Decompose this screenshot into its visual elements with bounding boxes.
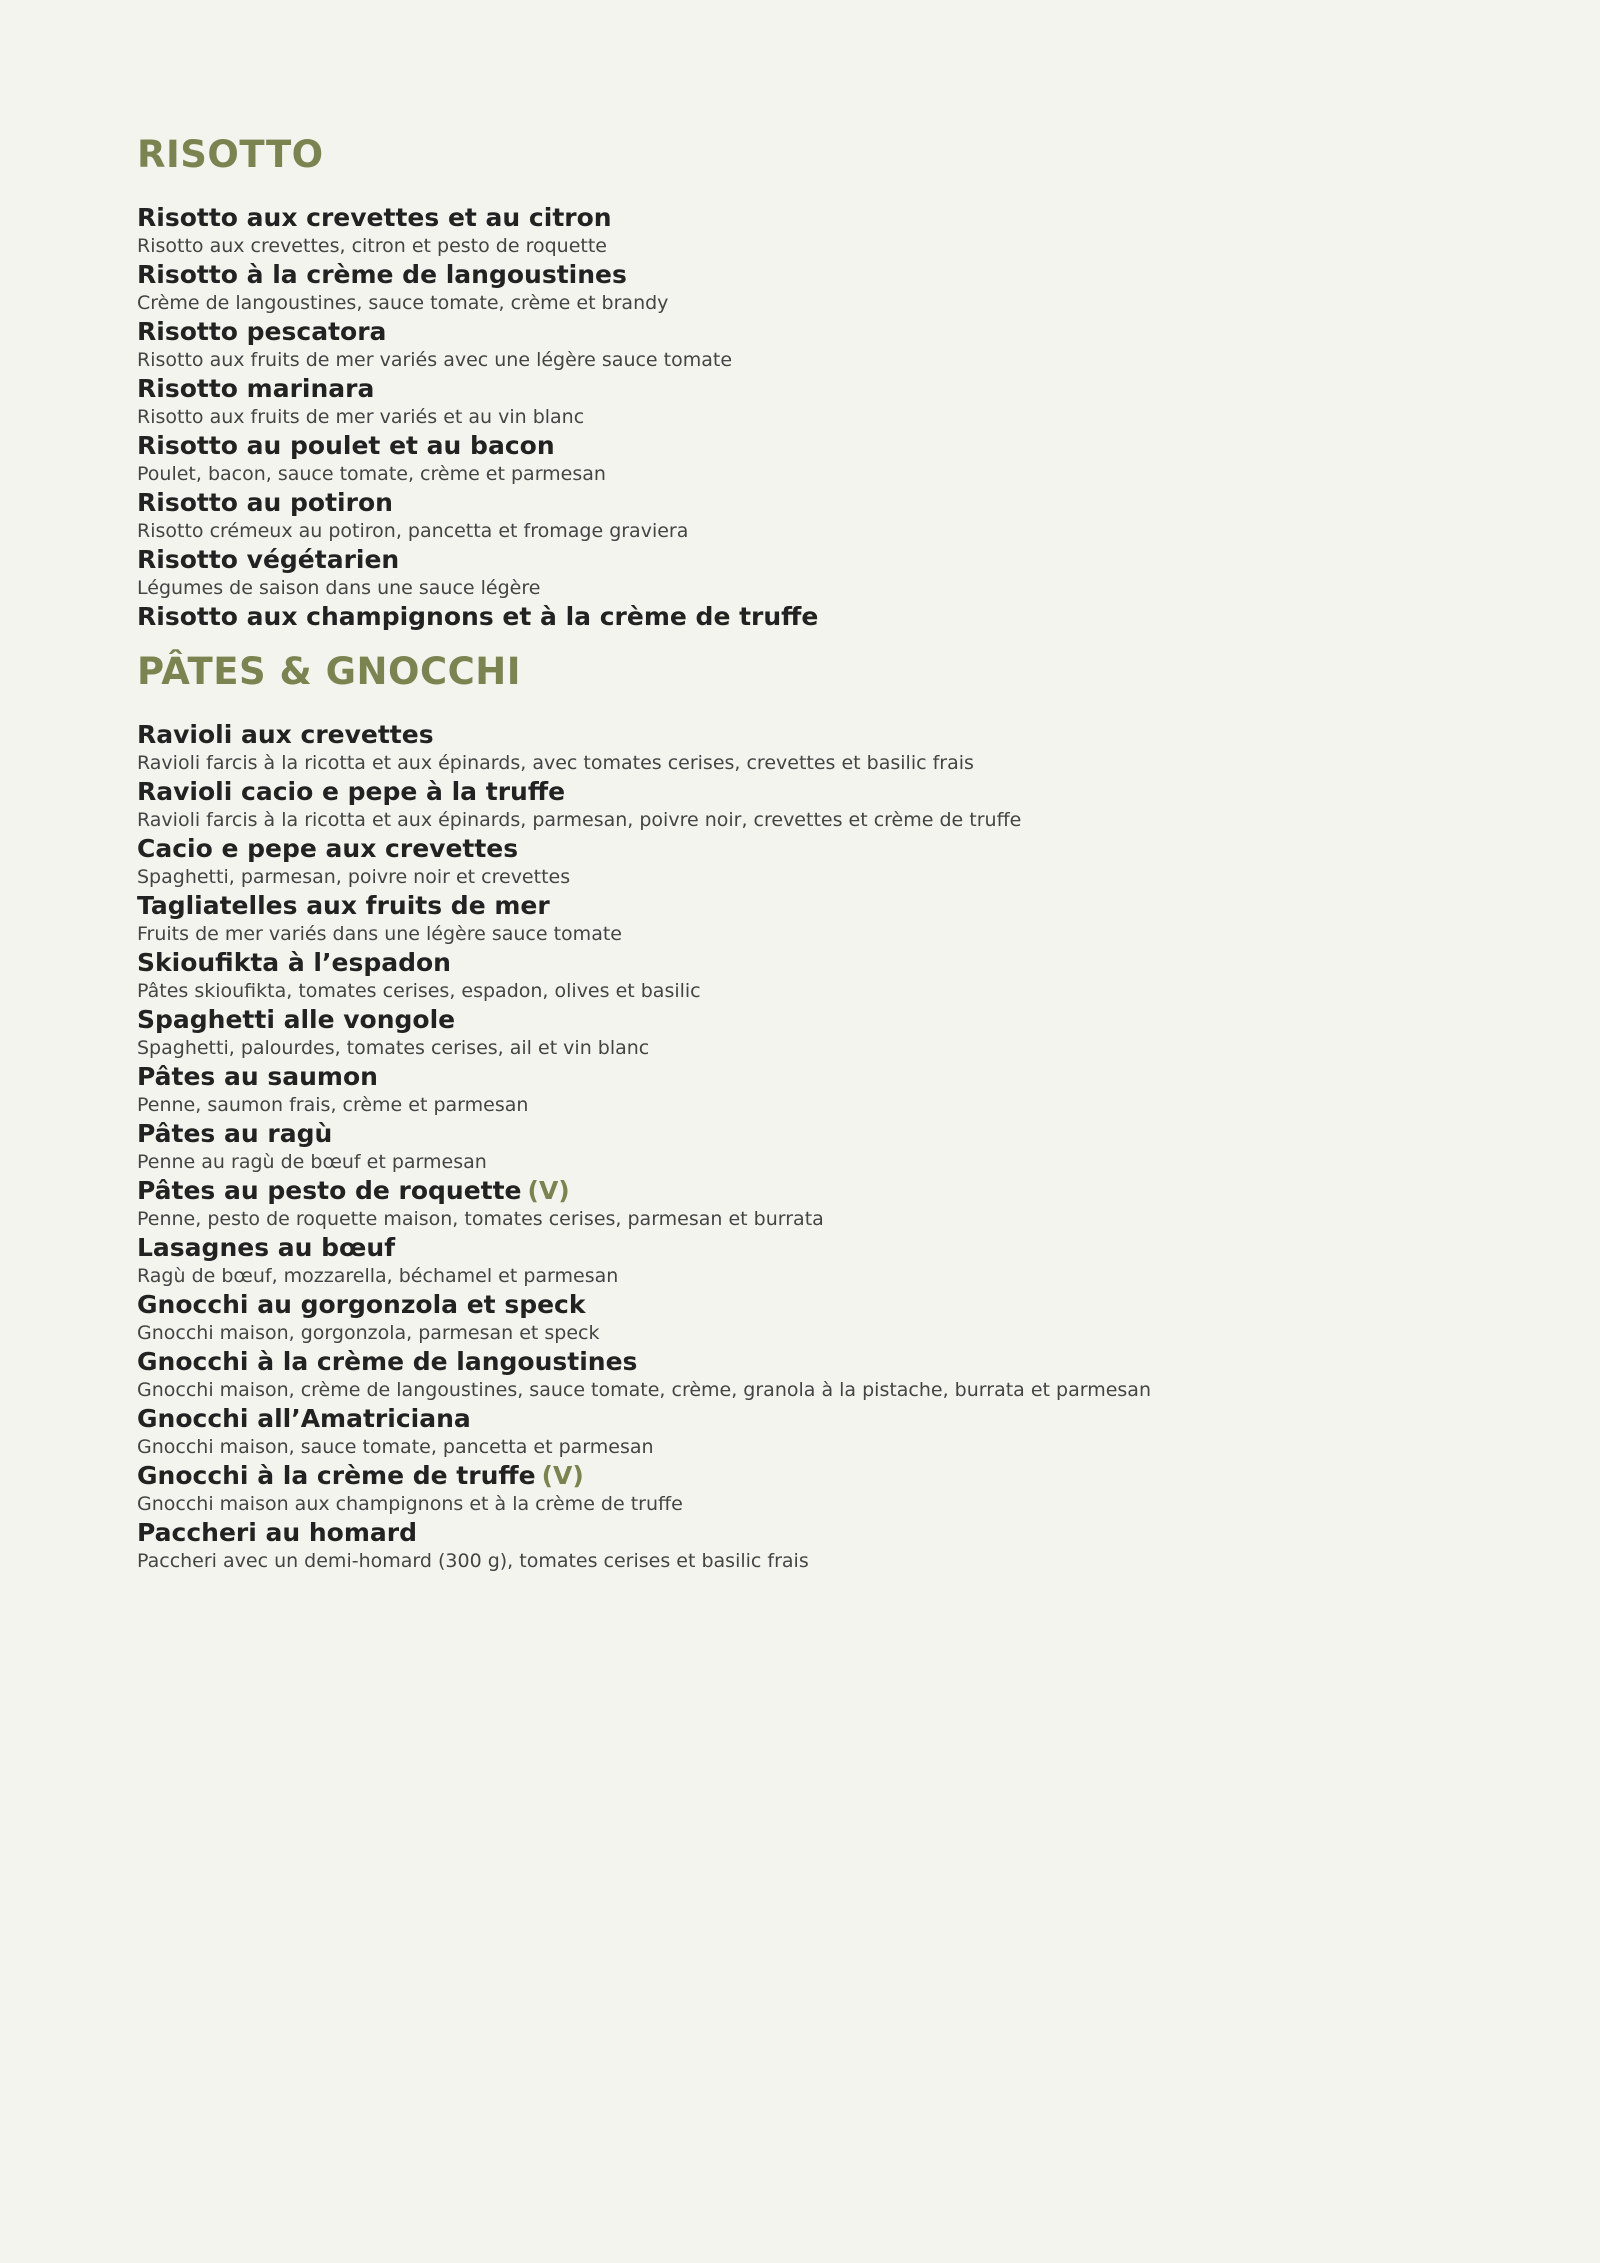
item-name: Gnocchi all’Amatriciana <box>137 1404 471 1433</box>
item-name: Ravioli aux crevettes <box>137 720 434 749</box>
section-title: PÂTES & GNOCCHI <box>137 650 522 693</box>
item-description: Gnocchi maison, gorgonzola, parmesan et speck <box>137 1322 600 1344</box>
menu-item <box>137 488 1600 545</box>
item-name: Risotto aux crevettes et au citron <box>137 203 612 232</box>
item-description: Fruits de mer variés dans une légère sauce tomate <box>137 923 622 945</box>
item-name: Risotto marinara <box>137 374 375 403</box>
item-name: Pâtes au ragù <box>137 1119 333 1148</box>
menu-item <box>137 834 1600 891</box>
menu-item <box>137 1119 1600 1176</box>
item-description: Poulet, bacon, sauce tomate, crème et parmesan <box>137 463 606 485</box>
item-name: Gnocchi au gorgonzola et speck <box>137 1290 586 1319</box>
item-name: Risotto au poulet et au bacon <box>137 431 555 460</box>
item-description: Spaghetti, parmesan, poivre noir et crevettes <box>137 866 571 888</box>
item-name: Ravioli cacio e pepe à la truffe <box>137 777 566 806</box>
item-name: Skioufikta à l’espadon <box>137 948 451 977</box>
item-description: Risotto aux crevettes, citron et pesto de roquette <box>137 235 607 257</box>
item-name: Gnocchi à la crème de truffe (V) <box>137 1461 584 1490</box>
item-name: Gnocchi à la crème de langoustines <box>137 1347 638 1376</box>
menu-item <box>137 891 1600 948</box>
menu-item <box>137 1176 1600 1233</box>
item-description: Crème de langoustines, sauce tomate, crème et brandy <box>137 292 669 314</box>
item-description: Gnocchi maison, sauce tomate, pancetta et parmesan <box>137 1436 654 1458</box>
menu-item <box>137 1518 1600 1575</box>
item-description: Gnocchi maison aux champignons et à la crème de truffe <box>137 1493 683 1515</box>
item-name: Risotto à la crème de langoustines <box>137 260 627 289</box>
menu-item <box>137 1062 1600 1119</box>
item-description: Risotto aux fruits de mer variés avec une légère sauce tomate <box>137 349 733 371</box>
menu-item <box>137 545 1600 602</box>
item-name: Paccheri au homard <box>137 1518 418 1547</box>
item-name: Spaghetti alle vongole <box>137 1005 456 1034</box>
item-description: Risotto crémeux au potiron, pancetta et fromage graviera <box>137 520 689 542</box>
menu-item <box>137 431 1600 488</box>
item-name: Risotto au potiron <box>137 488 393 517</box>
item-name: Tagliatelles aux fruits de mer <box>137 891 550 920</box>
menu-item <box>137 317 1600 374</box>
item-description: Penne au ragù de bœuf et parmesan <box>137 1151 487 1173</box>
item-description: Gnocchi maison, crème de langoustines, sauce tomate, crème, granola à la pistache, burrata et parmesan <box>137 1379 1151 1401</box>
item-description: Ragù de bœuf, mozzarella, béchamel et parmesan <box>137 1265 619 1287</box>
menu-item <box>137 948 1600 1005</box>
menu-items <box>137 203 1600 632</box>
item-name: Risotto pescatora <box>137 317 387 346</box>
menu-items <box>137 720 1600 1575</box>
menu-item <box>137 1290 1600 1347</box>
menu-item <box>137 203 1600 260</box>
item-description: Légumes de saison dans une sauce légère <box>137 577 541 599</box>
menu-item <box>137 720 1600 777</box>
section-title: RISOTTO <box>137 133 324 176</box>
item-name: Cacio e pepe aux crevettes <box>137 834 519 863</box>
item-description: Paccheri avec un demi-homard (300 g), tomates cerises et basilic frais <box>137 1550 809 1572</box>
item-name: Risotto aux champignons et à la crème de truffe <box>137 602 819 631</box>
menu-item <box>137 602 1600 632</box>
item-description: Pâtes skioufikta, tomates cerises, espadon, olives et basilic <box>137 980 701 1002</box>
menu-item <box>137 1461 1600 1518</box>
item-description: Ravioli farcis à la ricotta et aux épinards, parmesan, poivre noir, crevettes et crème de truffe <box>137 809 1022 831</box>
vegetarian-mark: (V) <box>527 1176 570 1205</box>
item-name: Pâtes au saumon <box>137 1062 378 1091</box>
item-description: Ravioli farcis à la ricotta et aux épinards, avec tomates cerises, crevettes et basilic frais <box>137 752 974 774</box>
item-description: Risotto aux fruits de mer variés et au vin blanc <box>137 406 585 428</box>
menu-item <box>137 1233 1600 1290</box>
vegetarian-mark: (V) <box>541 1461 584 1490</box>
section-pates-gnocchi <box>137 650 1600 1575</box>
menu-item <box>137 777 1600 834</box>
menu-item <box>137 1005 1600 1062</box>
item-name: Lasagnes au bœuf <box>137 1233 396 1262</box>
menu-item <box>137 1404 1600 1461</box>
item-name: Pâtes au pesto de roquette (V) <box>137 1176 570 1205</box>
menu-item <box>137 374 1600 431</box>
menu-item <box>137 1347 1600 1404</box>
menu-item <box>137 260 1600 317</box>
item-name: Risotto végétarien <box>137 545 400 574</box>
item-description: Penne, pesto de roquette maison, tomates cerises, parmesan et burrata <box>137 1208 824 1230</box>
item-description: Penne, saumon frais, crème et parmesan <box>137 1094 529 1116</box>
item-description: Spaghetti, palourdes, tomates cerises, ail et vin blanc <box>137 1037 650 1059</box>
section-risotto <box>137 133 1600 632</box>
